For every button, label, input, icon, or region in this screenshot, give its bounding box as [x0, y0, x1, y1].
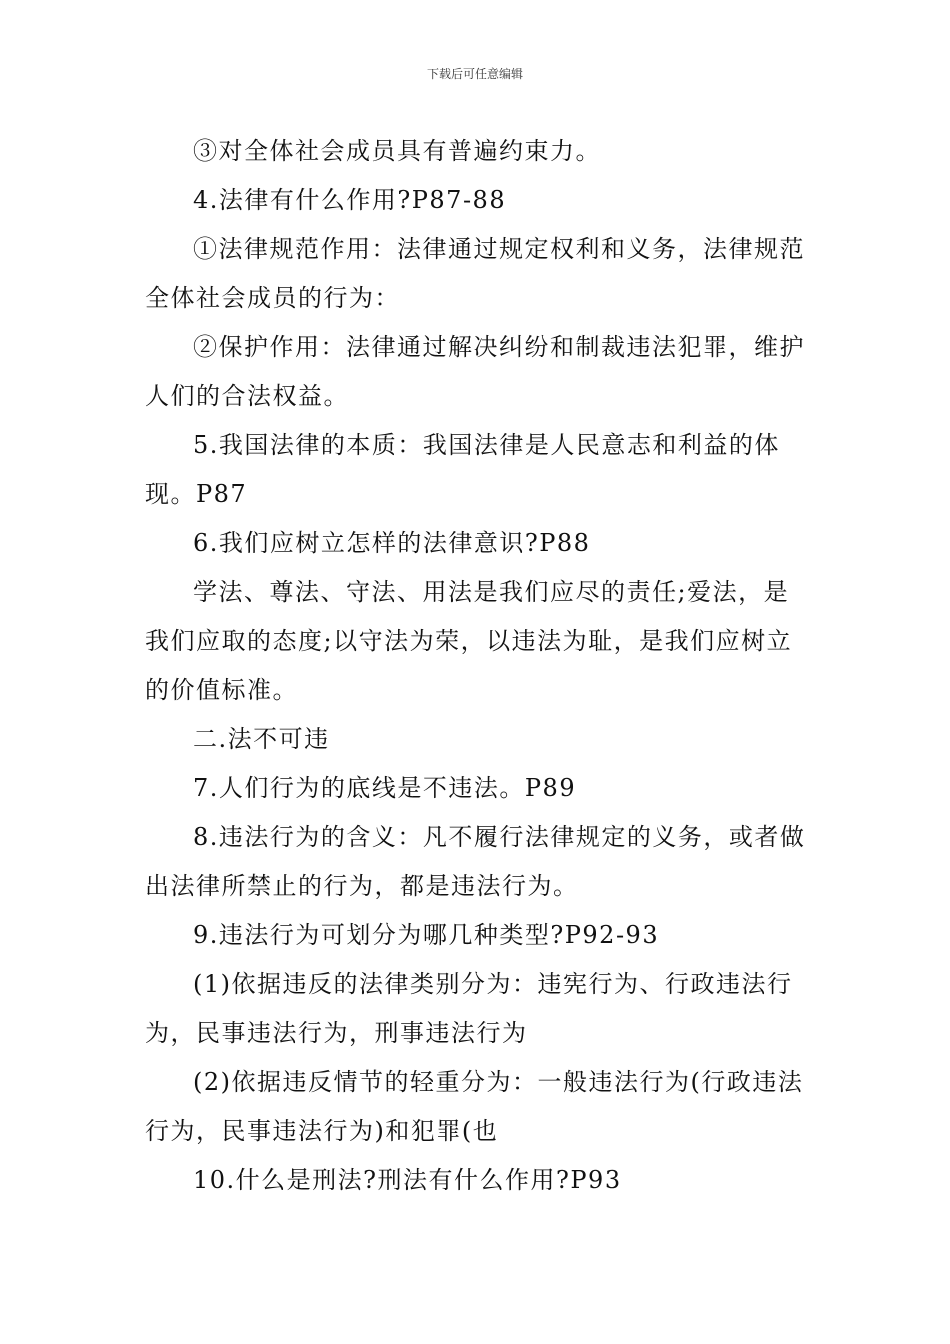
paragraph: 7.人们行为的底线是不违法。P89 [193, 774, 577, 802]
paragraph: ③对全体社会成员具有普遍约束力。 [193, 137, 601, 165]
paragraph: (1)依据违反的法律类别分为：违宪行为、行政违法行为，民事违法行为，刑事违法行为 [145, 970, 793, 1047]
paragraph: 5.我国法律的本质：我国法律是人民意志和利益的体现。P87 [145, 431, 780, 508]
section-heading: 二.法不可违 [193, 725, 330, 753]
paragraph: 8.违法行为的含义：凡不履行法律规定的义务，或者做出法律所禁止的行为，都是违法行为。 [145, 823, 806, 900]
question-heading: 6.我们应树立怎样的法律意识?P88 [193, 529, 591, 557]
question-heading: 10.什么是刑法?刑法有什么作用?P93 [193, 1166, 622, 1194]
paragraph: ①法律规范作用：法律通过规定权利和义务，法律规范全体社会成员的行为： [145, 235, 805, 312]
document-body [145, 127, 807, 1205]
paragraph: (2)依据违反情节的轻重分为：一般违法行为(行政违法行为，民事违法行为)和犯罪(也 [145, 1068, 804, 1145]
page-header: 下载后可任意编辑 [426, 67, 523, 81]
paragraph: ②保护作用：法律通过解决纠纷和制裁违法犯罪，维护人们的合法权益。 [145, 333, 805, 410]
question-heading: 9.违法行为可划分为哪几种类型?P92-93 [193, 921, 660, 949]
paragraph: 学法、尊法、守法、用法是我们应尽的责任;爱法，是我们应取的态度;以守法为荣，以违法为耻，是我们应树立的价值标准。 [145, 578, 793, 704]
question-heading: 4.法律有什么作用?P87-88 [193, 186, 507, 214]
